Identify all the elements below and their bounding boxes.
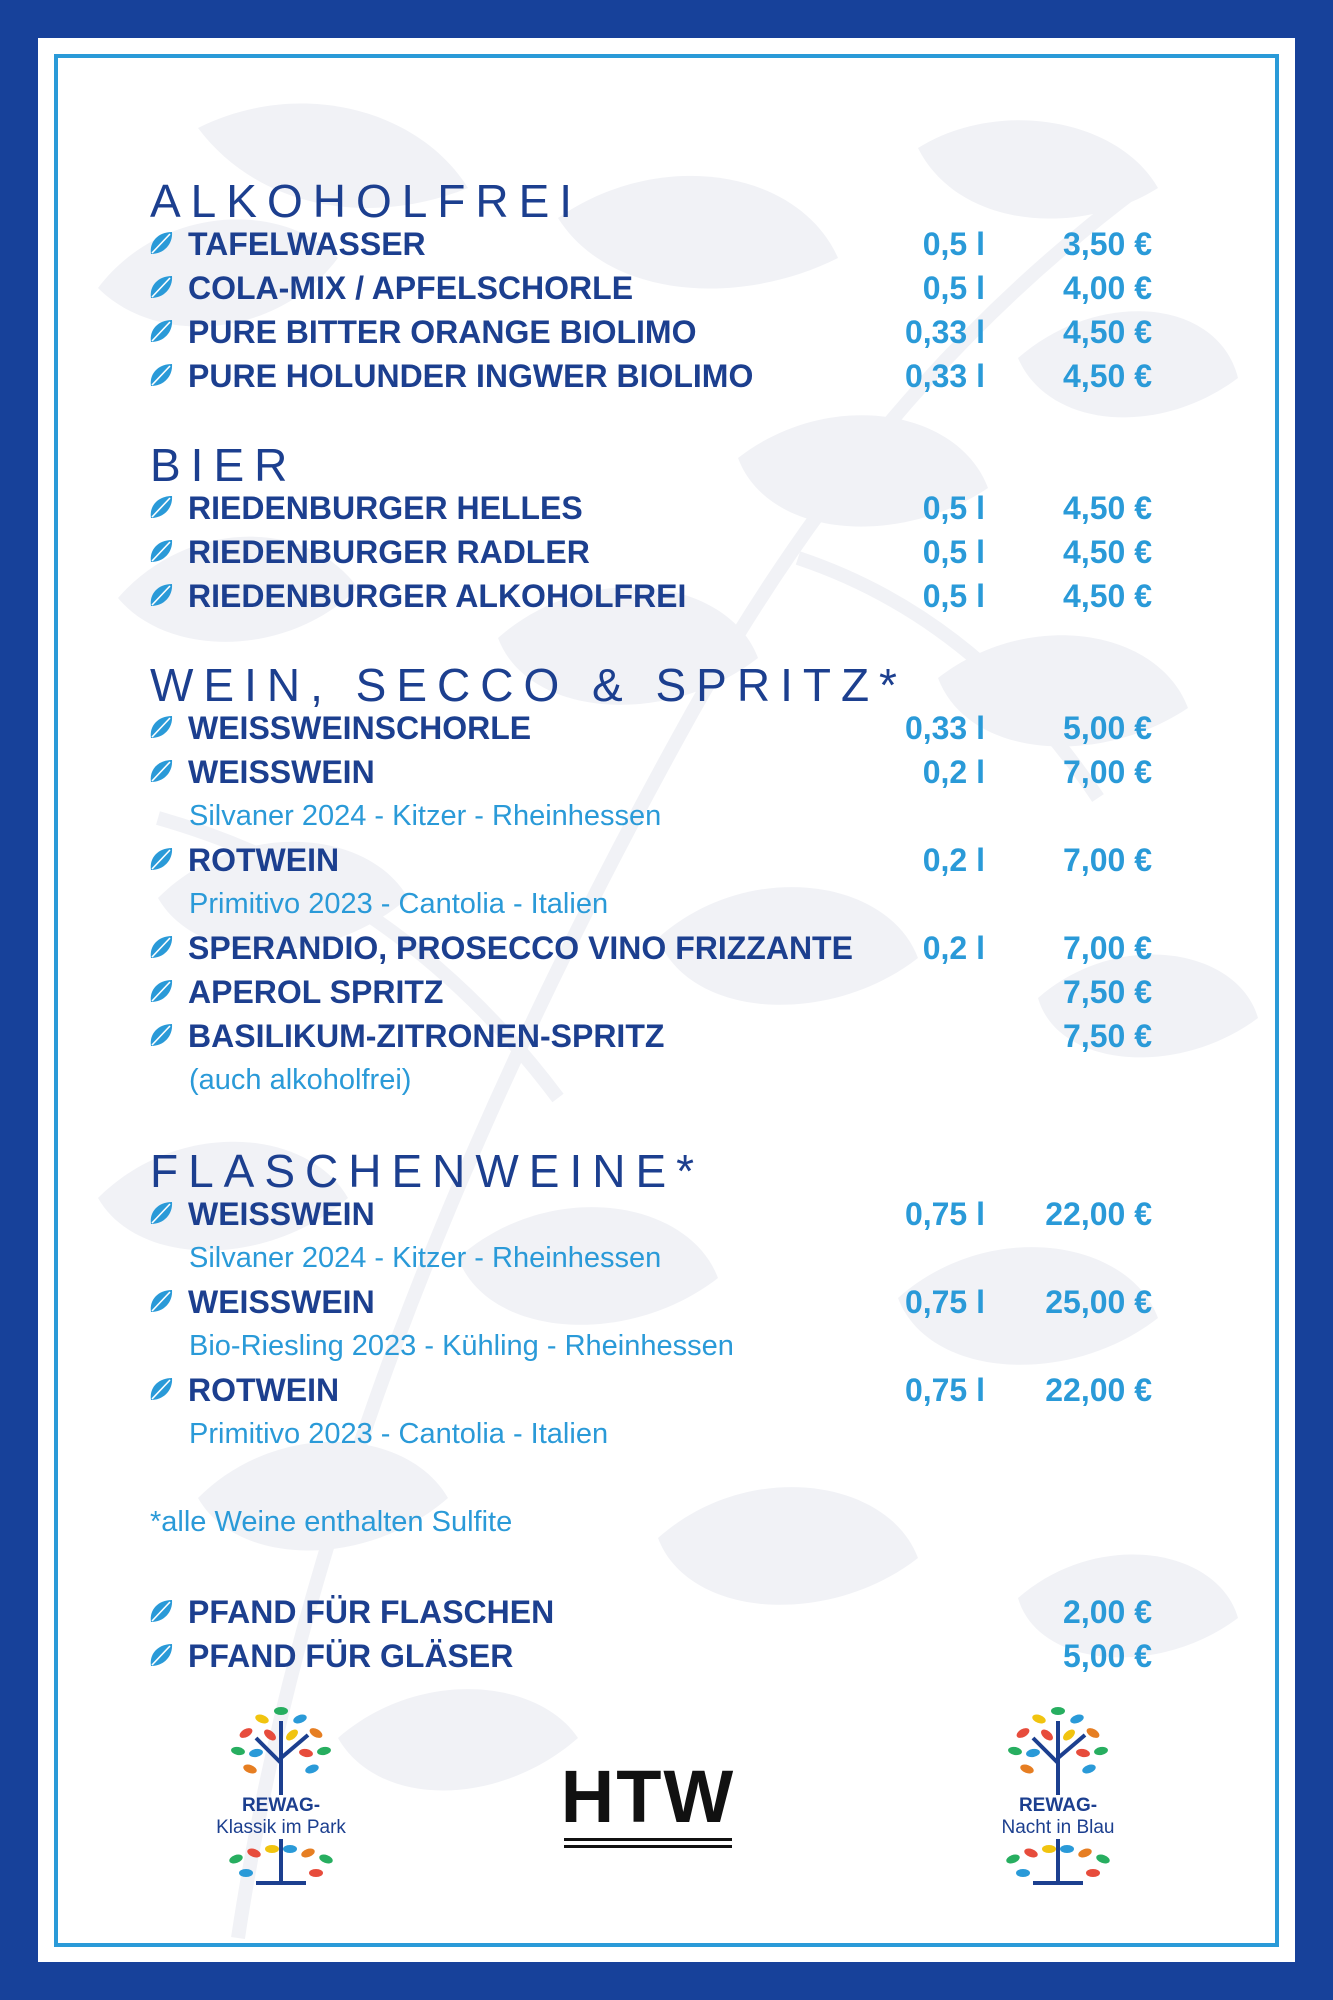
- item-price: 7,00 €: [1063, 842, 1152, 878]
- item-name: COLA-MIX / APFELSCHORLE: [188, 270, 634, 306]
- leaf-icon: [148, 230, 174, 256]
- item-name: WEISSWEIN: [188, 1284, 375, 1320]
- menu-item: [148, 224, 1228, 264]
- leaf-icon: [148, 538, 174, 564]
- leaf-icon: [148, 318, 174, 344]
- item-name: RIEDENBURGER RADLER: [188, 534, 590, 570]
- leaf-icon: [148, 714, 174, 740]
- menu-item: [148, 972, 1228, 1012]
- htw-logo-text: HTW: [560, 1755, 736, 1838]
- item-volume: 0,2 l: [922, 842, 985, 878]
- leaf-icon: [148, 362, 174, 388]
- item-price: 3,50 €: [1063, 226, 1152, 262]
- item-description: Primitivo 2023 - Cantolia - Italien: [189, 888, 609, 920]
- item-name: PFAND FÜR GLÄSER: [188, 1638, 514, 1674]
- item-name: SPERANDIO, PROSECCO VINO FRIZZANTE: [188, 930, 853, 966]
- logo-title: REWAG-: [1018, 1795, 1098, 1816]
- menu-item: [148, 708, 1228, 748]
- logo-subtitle: Nacht in Blau: [1001, 1817, 1115, 1838]
- menu-item: [148, 532, 1228, 572]
- item-volume: 0,2 l: [922, 930, 985, 966]
- menu-item: [148, 1370, 1228, 1410]
- item-price: 4,50 €: [1063, 490, 1152, 526]
- item-volume: 0,75 l: [904, 1372, 985, 1408]
- leaf-icon: [148, 934, 174, 960]
- item-name: PURE HOLUNDER INGWER BIOLIMO: [188, 358, 754, 394]
- item-price: 5,00 €: [1063, 710, 1152, 746]
- menu-item: [148, 752, 1228, 792]
- item-price: 7,00 €: [1063, 930, 1152, 966]
- menu-item: [148, 356, 1228, 396]
- leaf-icon: [148, 978, 174, 1004]
- tree-logo-icon: [993, 1703, 1123, 1795]
- leaf-icon: [148, 1642, 174, 1668]
- item-name: RIEDENBURGER HELLES: [188, 490, 583, 526]
- item-name: ROTWEIN: [188, 1372, 340, 1408]
- menu-content: [38, 38, 1295, 1962]
- logo-subtitle: Klassik im Park: [216, 1817, 346, 1838]
- item-price: 4,00 €: [1063, 270, 1152, 306]
- item-volume: 0,33 l: [904, 710, 985, 746]
- tree-logo-icon: [216, 1703, 346, 1795]
- menu-page: [38, 38, 1295, 1962]
- item-price: 7,50 €: [1063, 974, 1152, 1010]
- item-volume: 0,5 l: [922, 270, 985, 306]
- htw-underline: [564, 1845, 732, 1848]
- item-name: WEISSWEIN: [188, 754, 375, 790]
- item-price: 5,00 €: [1063, 1638, 1152, 1674]
- leaf-icon: [148, 1200, 174, 1226]
- section-title-wein-secco-spritz: WEIN, SECCO & SPRITZ*: [150, 659, 907, 711]
- menu-item: [148, 488, 1228, 528]
- leaf-icon: [148, 846, 174, 872]
- item-price: 4,50 €: [1063, 314, 1152, 350]
- menu-item: [148, 312, 1228, 352]
- section-title-alkoholfrei: ALKOHOLFREI: [150, 175, 583, 227]
- item-name: APEROL SPRITZ: [188, 974, 444, 1010]
- deposit-item: [148, 1592, 1228, 1632]
- item-price: 25,00 €: [1045, 1284, 1152, 1320]
- item-description: Silvaner 2024 - Kitzer - Rheinhessen: [189, 1242, 662, 1274]
- menu-item: [148, 840, 1228, 880]
- item-price: 22,00 €: [1045, 1372, 1152, 1408]
- leaf-icon: [148, 274, 174, 300]
- logo-title: REWAG-: [241, 1795, 321, 1816]
- item-name: ROTWEIN: [188, 842, 340, 878]
- menu-item: [148, 1016, 1228, 1056]
- item-volume: 0,33 l: [904, 314, 985, 350]
- menu-item: [148, 268, 1228, 308]
- leaf-icon: [148, 1022, 174, 1048]
- item-price: 7,00 €: [1063, 754, 1152, 790]
- item-price: 4,50 €: [1063, 358, 1152, 394]
- deposit-item: [148, 1636, 1228, 1676]
- logo-nacht-in-blau: [978, 1703, 1138, 1889]
- item-volume: 0,5 l: [922, 490, 985, 526]
- item-name: WEISSWEIN: [188, 1196, 375, 1232]
- leaf-icon: [148, 494, 174, 520]
- menu-item: [148, 1194, 1228, 1234]
- leaf-icon: [148, 1288, 174, 1314]
- item-description: Silvaner 2024 - Kitzer - Rheinhessen: [189, 800, 662, 832]
- item-price: 4,50 €: [1063, 534, 1152, 570]
- htw-logo: [558, 1755, 738, 1848]
- item-name: WEISSWEINSCHORLE: [188, 710, 532, 746]
- item-volume: 0,5 l: [922, 578, 985, 614]
- logo-klassik-im-park: [201, 1703, 361, 1889]
- menu-item: [148, 576, 1228, 616]
- item-description: Primitivo 2023 - Cantolia - Italien: [189, 1418, 609, 1450]
- item-name: BASILIKUM-ZITRONEN-SPRITZ: [188, 1018, 665, 1054]
- leaf-icon: [148, 1376, 174, 1402]
- item-name: PURE BITTER ORANGE BIOLIMO: [188, 314, 697, 350]
- tree-roots-icon: [993, 1839, 1123, 1889]
- item-volume: 0,5 l: [922, 226, 985, 262]
- leaf-icon: [148, 582, 174, 608]
- menu-item: [148, 928, 1228, 968]
- htw-underline: [564, 1838, 732, 1841]
- item-name: PFAND FÜR FLASCHEN: [188, 1594, 555, 1630]
- item-price: 7,50 €: [1063, 1018, 1152, 1054]
- item-volume: 0,2 l: [922, 754, 985, 790]
- tree-roots-icon: [216, 1839, 346, 1889]
- leaf-icon: [148, 1598, 174, 1624]
- leaf-icon: [148, 758, 174, 784]
- section-title-flaschenweine: FLASCHENWEINE*: [150, 1145, 705, 1197]
- menu-item: [148, 1282, 1228, 1322]
- item-volume: 0,33 l: [904, 358, 985, 394]
- item-volume: 0,75 l: [904, 1284, 985, 1320]
- item-description: (auch alkoholfrei): [189, 1064, 412, 1096]
- item-name: RIEDENBURGER ALKOHOLFREI: [188, 578, 687, 614]
- item-volume: 0,5 l: [922, 534, 985, 570]
- item-price: 2,00 €: [1063, 1594, 1152, 1630]
- item-description: Bio-Riesling 2023 - Kühling - Rheinhessen: [189, 1330, 734, 1362]
- item-volume: 0,75 l: [904, 1196, 985, 1232]
- item-price: 4,50 €: [1063, 578, 1152, 614]
- item-price: 22,00 €: [1045, 1196, 1152, 1232]
- section-title-bier: BIER: [150, 439, 298, 491]
- item-name: TAFELWASSER: [188, 226, 426, 262]
- sulfite-note: *alle Weine enthalten Sulfite: [150, 1506, 513, 1538]
